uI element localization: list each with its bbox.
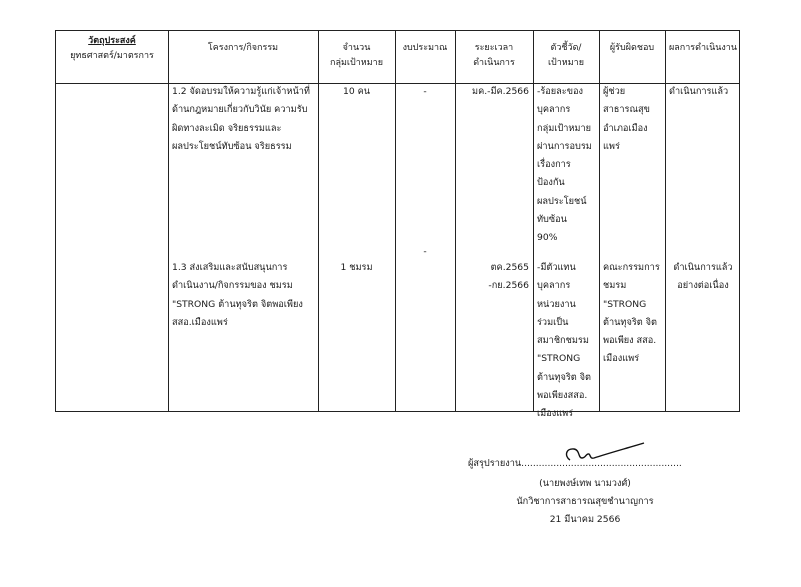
column-divider — [533, 31, 534, 411]
row2-indicator: -มีตัวแทน บุคลากร หน่วยงาน ร่วมเป็น สมาชิกชมรม "STRONG ต้านทุจริต จิต พอเพียงสสอ. เมืองแพร่ — [537, 262, 592, 420]
row1-result: ดำเนินการแล้ว — [669, 86, 729, 97]
row1-responsible: ผู้ช่วย สาธารณสุข อำเภอเมือง แพร่ — [603, 86, 650, 152]
row2-target: 1 ชมรม — [340, 262, 373, 273]
header-project: โครงการ/กิจกรรม — [207, 43, 279, 53]
report-date: 21 มีนาคม 2566 — [549, 514, 621, 525]
header-responsible: ผู้รับผิดชอบ — [609, 43, 655, 53]
row2-period: ตค.2565 -กย.2566 — [488, 262, 529, 292]
column-divider — [168, 31, 169, 411]
header-result: ผลการดำเนินงาน — [668, 43, 737, 53]
header-budget: งบประมาณ — [402, 43, 448, 53]
signer-position: นักวิชาการสาธารณสุขชำนาญการ — [516, 496, 654, 507]
header-indicator: ตัวชี้วัด/ เป้าหมาย — [547, 43, 585, 68]
column-divider — [599, 31, 600, 411]
header-period: ระยะเวลา ดำเนินการ — [473, 43, 515, 68]
header-target: จำนวน กลุ่มเป้าหมาย — [330, 43, 383, 68]
row2-project: 1.3 ส่งเสริมและสนับสนุนการ ดำเนินงาน/กิจกรรมของ ชมรม "STRONG ต้านทุจริต จิตพอเพียง สสอ.เมืองแพร่ — [172, 262, 303, 328]
row2-result: ดำเนินการแล้ว อย่างต่อเนื่อง — [673, 262, 733, 292]
signer-name: (นายพงษ์เทพ นามวงศ์) — [539, 478, 631, 489]
row2-responsible: คณะกรรมการ ชมรม "STRONG ต้านทุจริต จิต พอเพียง สสอ. เมืองแพร่ — [603, 262, 660, 365]
row1-project: 1.2 จัดอบรมให้ความรู้แก่เจ้าหน้าที่ ด้านกฎหมายเกี่ยวกับวินัย ความรับ ผิดทางละเมิด จริยธรรมและ ผลประโยชน์ทับซ้อน จริยธรรม — [172, 86, 310, 152]
row1-period: มค.-มีค.2566 — [472, 86, 529, 97]
column-divider — [665, 31, 666, 411]
summarizer-label: ผู้สรุปรายงาน....................................................... — [468, 458, 682, 469]
row1-target: 10 คน — [342, 86, 371, 97]
row2-budget: - — [423, 246, 427, 257]
header-objective: วัตถุประสงค์ ยุทธศาสตร์/มาตรการ — [70, 36, 154, 61]
report-table — [55, 30, 740, 420]
row1-budget: - — [423, 86, 427, 97]
row1-indicator: -ร้อยละของ บุคลากร กลุ่มเป้าหมาย ผ่านการอบรม เรื่องการ ป้องกัน ผลประโยชน์ ทับซ้อน 90% — [537, 86, 592, 244]
